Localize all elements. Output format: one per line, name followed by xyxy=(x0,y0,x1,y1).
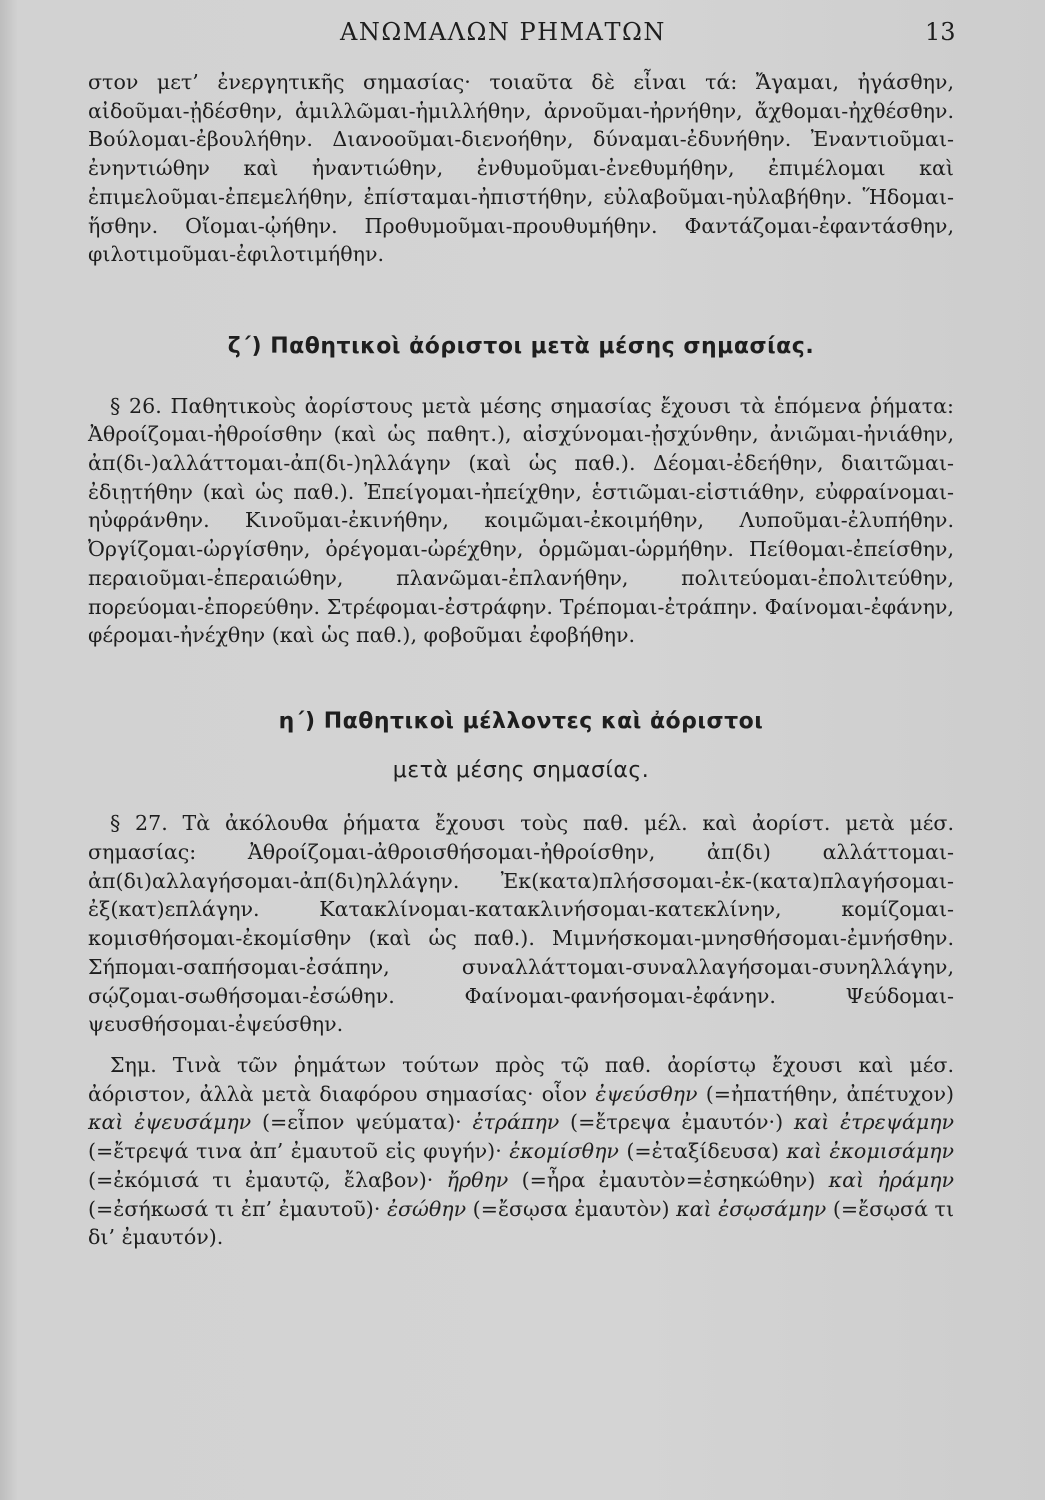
note-example-word: ἐψεύσθην xyxy=(595,1081,698,1106)
note-lead: Σημ. Τινὰ τῶν ῥημάτων τούτων πρὸς τῷ παθ. ἀορίστῳ ἔχουσι καὶ μέσ. ἀόριστον, ἀλλὰ μετὰ διαφόρου σημασίας· οἷον xyxy=(88,1052,954,1106)
note-example-word: ἐκομίσθην xyxy=(509,1139,619,1164)
section-heading-eta-line2: μετὰ μέσης σημασίας. xyxy=(392,757,650,783)
paragraph-continuation: στον μετ’ ἐνεργητικῆς σημασίας· τοιαῦτα δὲ εἶναι τά: Ἄγαμαι, ἠγάσθην, αἰδοῦμαι-ᾐδέσθην, ἁμιλλῶμαι-ἡμιλλήθην, ἀρνοῦμαι-ἠρνήθην, ἄχθομαι-ἠχθέσθην. Βούλομαι-ἐβουλήθην. Διανοοῦμαι-διενοήθην, δύναμαι-ἐδυνήθην. Ἐναντιοῦμαι-ἐνηντιώθην καὶ ἠναντιώθην, ἐνθυμοῦμαι-ἐνεθυμήθην, ἐπιμέλομαι καὶ ἐπιμελοῦμαι-ἐπεμελήθην, ἐπίσταμαι-ἠπιστήθην, εὐλαβοῦμαι-ηὐλαβήθην. Ἥδομαι-ἥσθην. Οἴομαι-ᾠήθην. Προθυμοῦμαι-προυθυμήθην. Φαντάζομαι-ἐφαντάσθην, φιλοτιμοῦμαι-ἐφιλοτιμήθην. xyxy=(88,70,954,267)
note-example-word: ἤρθην xyxy=(446,1167,509,1192)
page-body xyxy=(88,68,954,1252)
paragraph-section-27: § 27. Τὰ ἀκόλουθα ῥήματα ἔχουσι τοὺς παθ. μέλ. καὶ ἀορίστ. μετὰ μέσ. σημασίας: Ἀθροίζομαι-ἀθροισθήσομαι-ἠθροίσθην, ἀπ(δι) αλλάττομαι-ἀπ(δι)αλλαγήσομαι-ἀπ(δι)ηλλάγην. Ἐκ(κατα)πλήσσομαι-ἐκ-(κατα)πλαγήσομαι-ἐξ(κατ)επλάγην. Κατακλίνομαι-κατακλινήσομαι-κατεκλίνην, κομίζομαι-κομισθήσομαι-ἐκομίσθην (καὶ ὡς παθ.). Μιμνήσκομαι-μνησθήσομαι-ἐμνήσθην. Σήπομαι-σαπήσομαι-ἐσάπην, συναλλάττομαι-συναλλαγήσομαι-συνηλλάγην, σῴζομαι-σωθήσομαι-ἐσώθην. Φαίνομαι-φανήσομαι-ἐφάνην. Ψεύδομαι-ψευσθήσομαι-ἐψεύσθην. xyxy=(88,811,954,1037)
note-example-middle: καὶ ἐσῳσάμην xyxy=(676,1196,827,1221)
note-paragraph xyxy=(88,1051,954,1252)
note-gloss: (=ἐταξίδευσα) xyxy=(618,1139,787,1164)
note-gloss: (=ἔσῳσα ἐμαυτὸν) xyxy=(466,1196,677,1221)
note-gloss: (=ἔτρεψα ἐμαυτόν·) xyxy=(559,1110,794,1135)
note-gloss: (=ἐσήκωσά τι ἐπ’ ἐμαυτοῦ)· xyxy=(88,1196,387,1221)
section-heading-eta-line1: η΄) Παθητικοὶ μέλλοντες καὶ ἀόριστοι xyxy=(278,708,764,734)
note-example-middle: καὶ ἐκομισάμην xyxy=(786,1139,954,1164)
note-gloss: (=ἠπατήθην, ἀπέτυχον) xyxy=(697,1081,954,1106)
note-gloss: (=εἶπον ψεύματα)· xyxy=(251,1110,473,1135)
note-example-word: ἐτράπην xyxy=(472,1110,560,1135)
section-heading-zeta: ζ΄) Παθητικοὶ ἀόριστοι μετὰ μέσης σημασίας. xyxy=(227,333,815,359)
page-header xyxy=(0,18,1045,52)
note-example-middle: καὶ ἠράμην xyxy=(828,1167,954,1192)
note-gloss: (=ἔσῳσά τι δι’ ἐμαυτόν). xyxy=(88,1196,955,1250)
note-gloss: (=ἦρα ἐμαυτὸν=ἐσηκώθην) xyxy=(508,1167,829,1192)
page-number: 13 xyxy=(925,18,956,46)
running-title: ΑΝΩΜΑΛΩΝ ΡΗΜΑΤΩΝ xyxy=(340,18,666,46)
note-example-middle: καὶ ἐψευσάμην xyxy=(88,1110,252,1135)
note-example-word: ἐσώθην xyxy=(386,1196,467,1221)
paragraph-section-26: § 26. Παθητικοὺς ἀορίστους μετὰ μέσης σημασίας ἔχουσι τὰ ἑπόμενα ῥήματα: Ἀθροίζομαι-ἠθροίσθην (καὶ ὡς παθητ.), αἰσχύνομαι-ᾐσχύνθην, ἀνιῶμαι-ἠνιάθην, ἀπ(δι-)αλλάττομαι-ἀπ(δι-)ηλλάγην (καὶ ὡς παθ.). Δέομαι-ἐδεήθην, διαιτῶμαι-ἐδιῃτήθην (καὶ ὡς παθ.). Ἐπείγομαι-ἠπείχθην, ἑστιῶμαι-εἱστιάθην, εὐφραίνομαι-ηὐφράνθην. Κινοῦμαι-ἐκινήθην, κοιμῶμαι-ἐκοιμήθην, Λυποῦμαι-ἐλυπήθην. Ὀργίζομαι-ὠργίσθην, ὀρέγομαι-ὠρέχθην, ὁρμῶμαι-ὡρμήθην. Πείθομαι-ἐπείσθην, περαιοῦμαι-ἐπεραιώθην, πλανῶμαι-ἐπλανήθην, πολιτεύομαι-ἐπολιτεύθην, πορεύομαι-ἐπορεύθην. Στρέφομαι-ἐστράφην. Τρέπομαι-ἐτράπην. Φαίνομαι-ἐφάνην, φέρομαι-ἠνέχθην (καὶ ὡς παθ.), φοβοῦμαι ἐφοβήθην. xyxy=(88,393,954,648)
note-gloss: (=ἔτρεψά τινα ἀπ’ ἐμαυτοῦ εἰς φυγήν)· xyxy=(88,1139,510,1164)
note-example-middle: καὶ ἐτρεψάμην xyxy=(793,1110,955,1135)
note-gloss: (=ἐκόμισά τι ἐμαυτῷ, ἔλαβον)· xyxy=(88,1167,447,1192)
